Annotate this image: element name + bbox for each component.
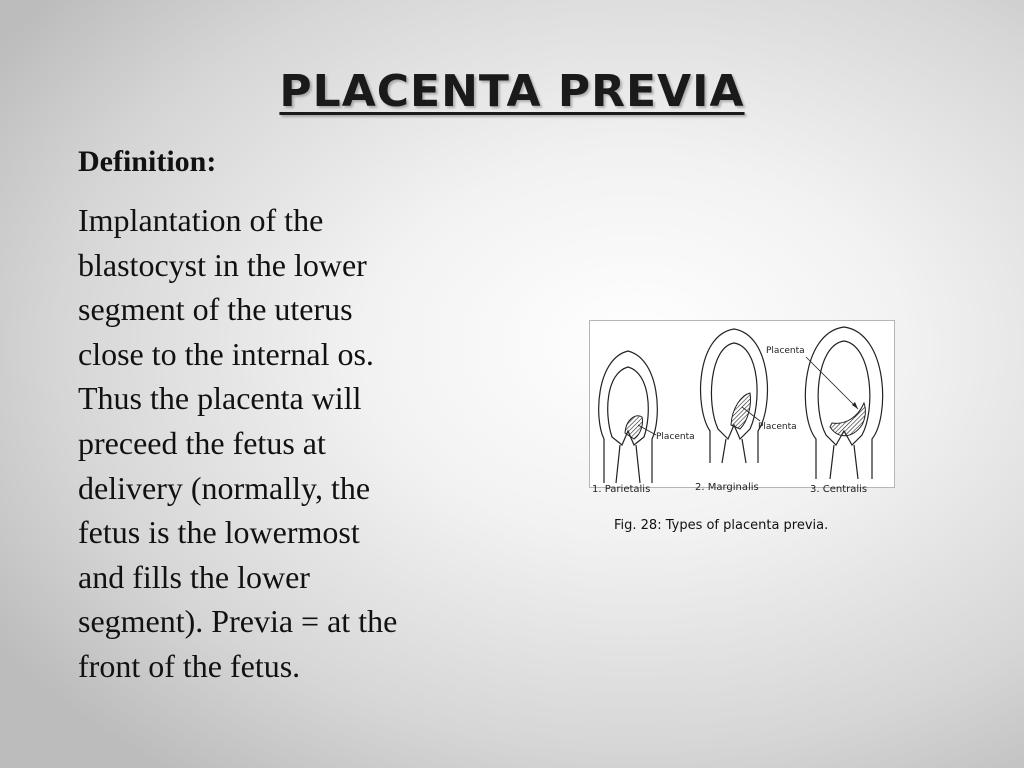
definition-line: close to the internal os. — [78, 335, 374, 372]
uterus-centralis — [805, 327, 882, 479]
definition-line: segment of the uterus — [78, 291, 353, 328]
type-label-parietalis: 1. Parietalis — [592, 484, 651, 495]
figure-caption-text: : Types of placenta previa. — [657, 518, 829, 533]
placenta-previa-diagram — [590, 321, 894, 487]
figure-caption — [614, 518, 828, 533]
placenta-previa-figure — [589, 320, 895, 488]
definition-line: delivery (normally, the — [78, 469, 371, 506]
definition-line: fetus is the lowermost — [78, 514, 360, 551]
definition-line: preceed the fetus at — [78, 424, 326, 461]
definition-line: Implantation of the — [78, 202, 324, 238]
placenta-parietalis-shape — [625, 416, 643, 439]
type-label-centralis: 3. Centralis — [810, 484, 868, 495]
placenta-label-2: Placenta — [758, 422, 797, 432]
figure-caption-number: Fig. 28 — [614, 518, 658, 533]
placenta-label-1: Placenta — [656, 432, 695, 442]
definition-line: front of the fetus. — [78, 647, 301, 684]
definition-body — [78, 198, 508, 689]
definition-line: and fills the lower — [78, 558, 310, 595]
uterus-marginalis — [701, 329, 768, 463]
slide-title-text: PLACENTA PREVIA — [279, 66, 745, 117]
uterus-parietalis — [599, 351, 658, 483]
slide-title — [0, 66, 1024, 117]
type-label-marginalis: 2. Marginalis — [695, 482, 759, 493]
definition-line: segment). Previa = at the — [78, 603, 398, 640]
definition-line: blastocyst in the lower — [78, 246, 367, 283]
placenta-centralis-shape — [830, 403, 865, 436]
placenta-label-3: Placenta — [766, 346, 805, 356]
definition-line: Thus the placenta will — [78, 380, 362, 417]
definition-heading: Definition: — [78, 145, 217, 178]
